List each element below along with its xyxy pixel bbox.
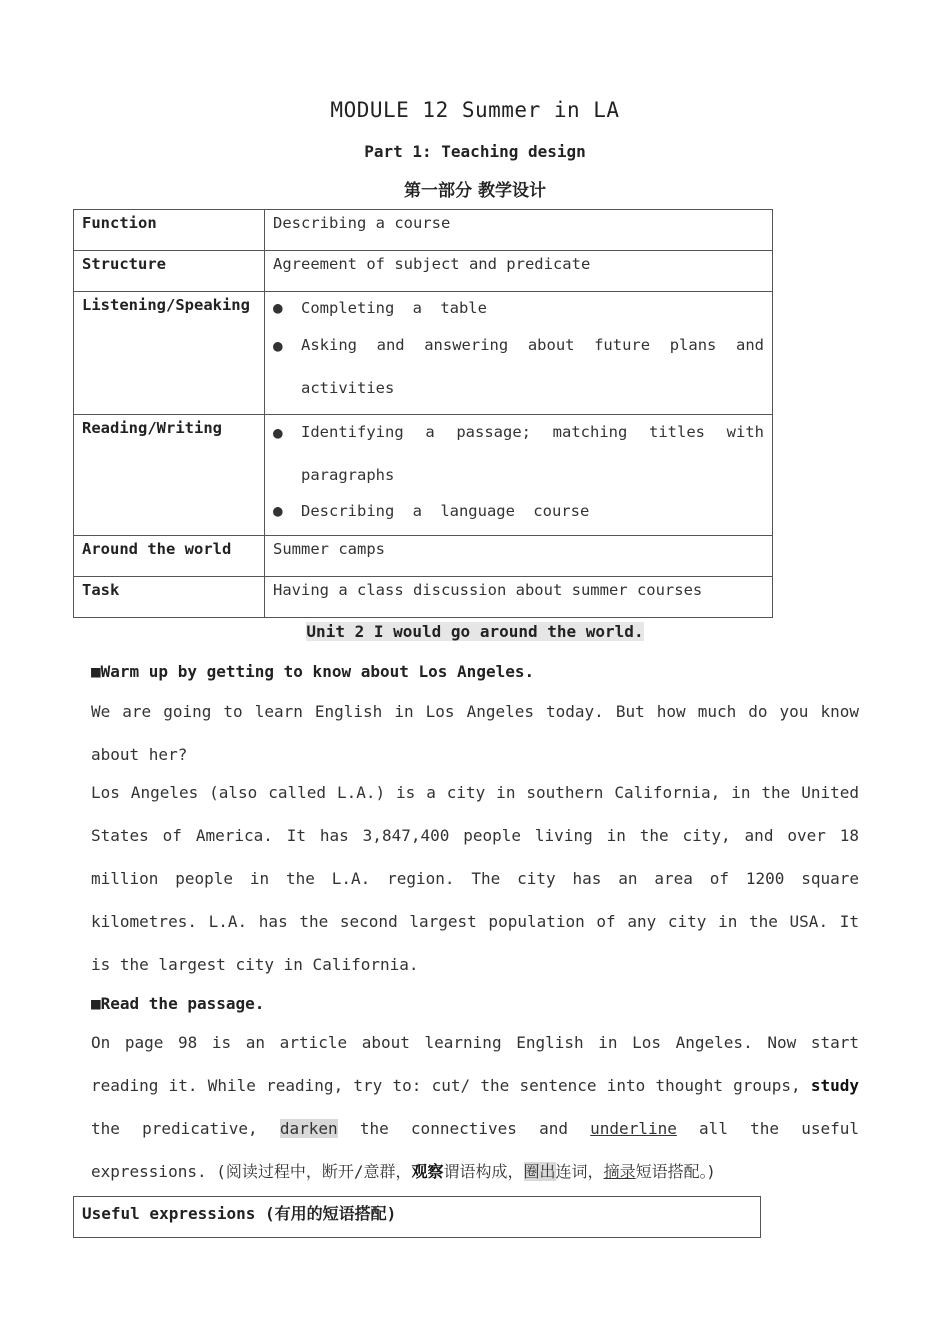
row-value-structure: Agreement of subject and predicate (265, 251, 773, 292)
bullet-icon: ● (273, 423, 283, 442)
row-label-reading: Reading/Writing (74, 415, 265, 536)
row-value-around: Summer camps (265, 536, 773, 577)
table-row (74, 536, 773, 577)
table-row (74, 292, 773, 415)
study-word: study (810, 1076, 859, 1095)
row-value-reading (265, 415, 773, 536)
bullet-text: Describing a language course (301, 502, 590, 520)
row-label-structure: Structure (74, 251, 265, 292)
underline-word: underline (590, 1119, 677, 1138)
list-item (273, 491, 764, 531)
table-row (74, 415, 773, 536)
warmup-text: Los Angeles (also called L.A.) is a city in southern California, in the United States of America. It has 3,847,400 people living in the city, and over 18 million people in the L.A. region. The city has an area of 1200 square kilometres. L.A. has the second largest population of any city in the USA. It is the largest city in California. (91, 783, 859, 974)
warmup-heading: ■Warm up by getting to know about Los Angeles. (91, 662, 535, 681)
row-label-around: Around the world (74, 536, 265, 577)
row-label-listening: Listening/Speaking (74, 292, 265, 415)
darken-word: darken (279, 1119, 338, 1138)
row-label-function: Function (74, 210, 265, 251)
table-row (74, 210, 773, 251)
table-row (74, 577, 773, 618)
read-cn-2: 连词， (555, 1162, 604, 1181)
unit-title (0, 622, 950, 641)
page-title: MODULE 12 Summer in LA (330, 98, 620, 122)
list-item (273, 324, 764, 410)
part-subtitle-cn: 第一部分 教学设计 (404, 181, 546, 201)
part-subtitle: Part 1: Teaching design (364, 142, 586, 161)
read-text-3: the connectives and (359, 1119, 568, 1138)
excerpt-cn: 摘录 (603, 1162, 636, 1181)
useful-expressions-label: Useful expressions (有用的短语搭配) (82, 1204, 397, 1223)
table-row (74, 251, 773, 292)
bullet-text: Completing a table (301, 299, 487, 317)
useful-expressions-box (73, 1196, 761, 1238)
read-cn-3: 短语搭配。) (635, 1162, 714, 1181)
observe-cn: 观察 (411, 1162, 444, 1181)
bullet-icon: ● (273, 336, 283, 355)
bullet-icon: ● (273, 298, 283, 317)
teaching-design-table (73, 209, 773, 618)
warmup-intro: We are going to learn English in Los Angeles today. But how much do you know about her? (91, 702, 859, 764)
read-text-2: the predicative, (91, 1119, 258, 1138)
unit-title-text: Unit 2 I would go around the world. (306, 622, 644, 641)
read-heading: ■Read the passage. (91, 994, 265, 1013)
row-value-task: Having a class discussion about summer courses (265, 577, 773, 618)
list-item (273, 411, 764, 497)
row-label-task: Task (74, 577, 265, 618)
read-cn-1: 谓语构成， (443, 1162, 524, 1181)
bullet-text: Asking and answering about future plans and activities (301, 336, 764, 397)
read-instructions (91, 1021, 859, 1193)
bullet-text: Identifying a passage; matching titles with paragraphs (301, 423, 764, 484)
row-value-function: Describing a course (265, 210, 773, 251)
circle-cn: 圈出 (523, 1162, 556, 1181)
list-item (273, 288, 764, 328)
row-value-listening (265, 292, 773, 415)
bullet-icon: ● (273, 501, 283, 520)
read-text-4: all the useful expressions. (阅读过程中，断开/意群， (91, 1119, 859, 1181)
read-text-1: On page 98 is an article about learning English in Los Angeles. Now start reading it. While reading, try to: cut/ the sentence into thought groups, (91, 1033, 859, 1095)
